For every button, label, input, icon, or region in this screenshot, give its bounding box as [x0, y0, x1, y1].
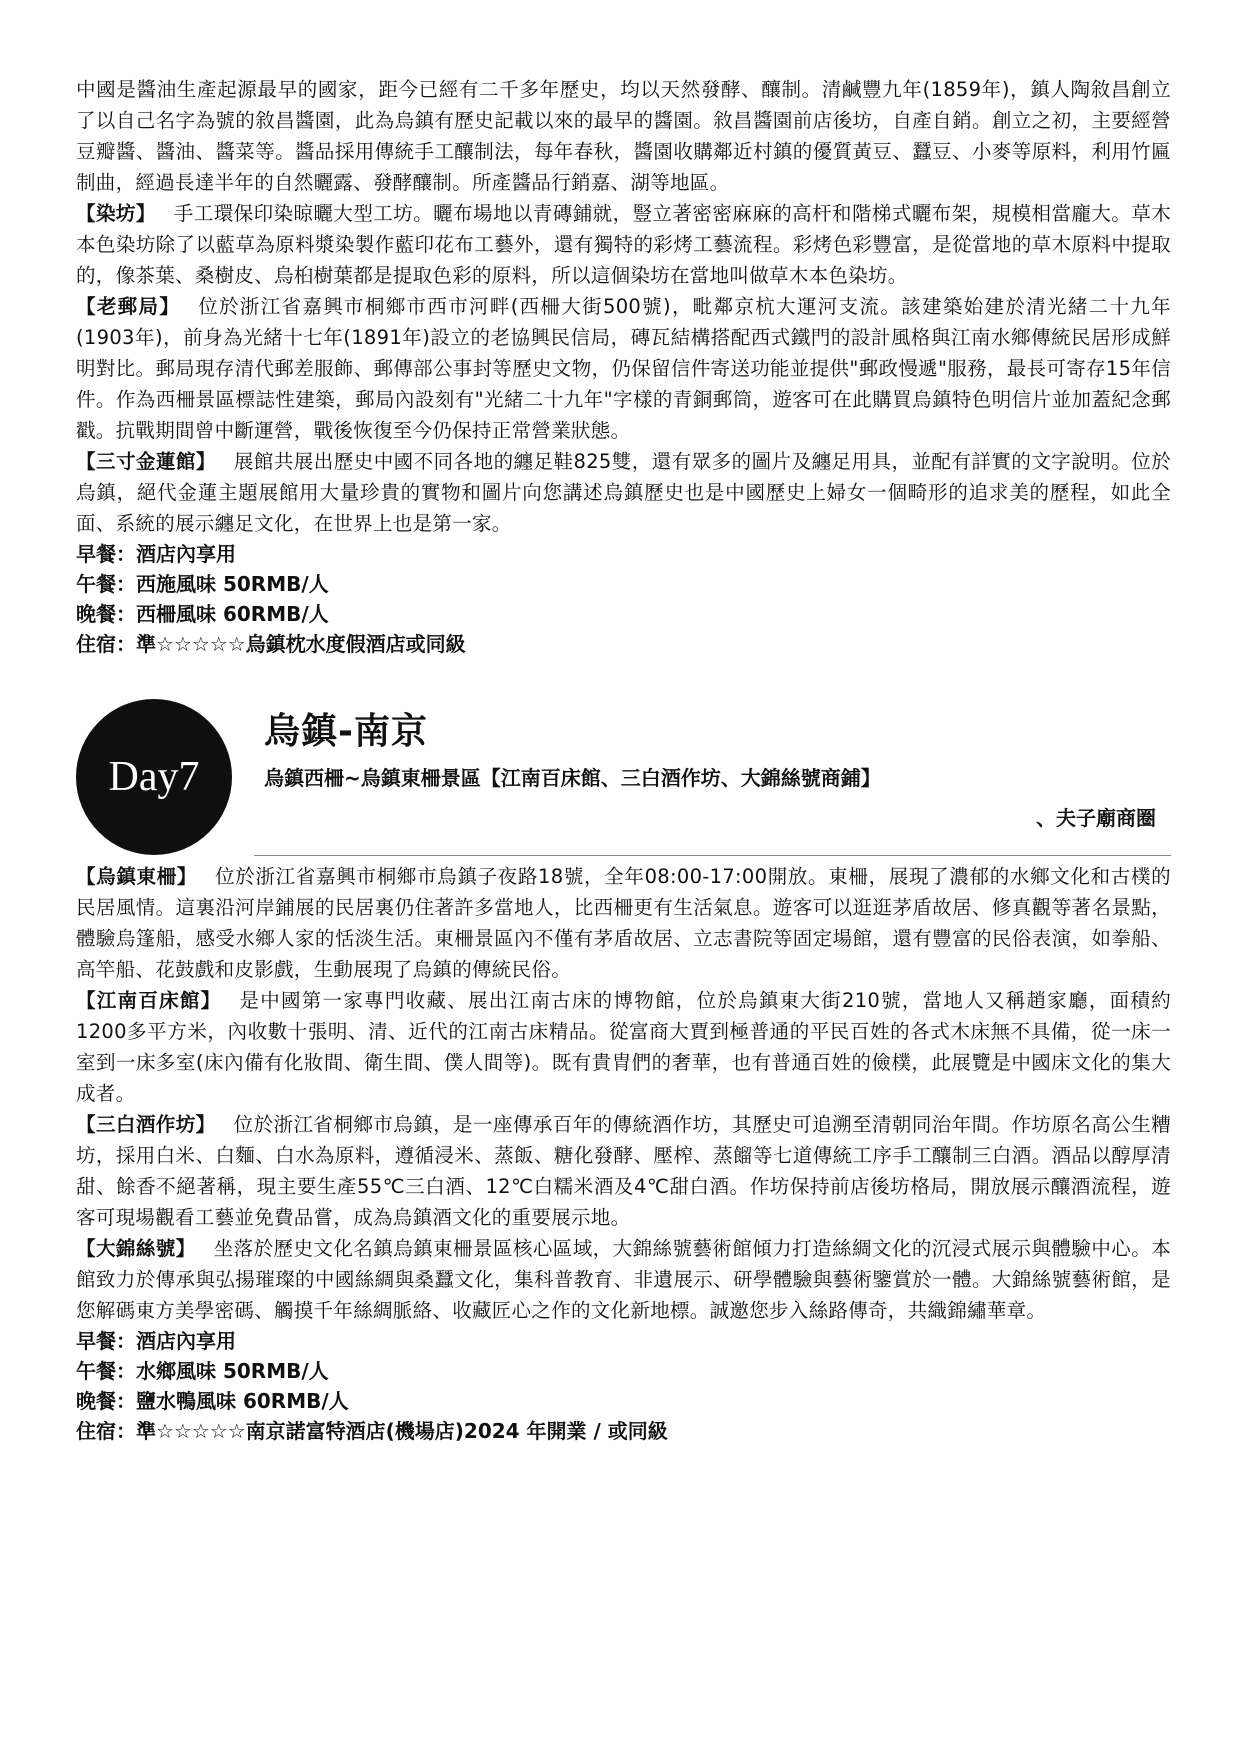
day7-hotel-line: 住宿：準☆☆☆☆☆南京諾富特酒店(機場店)2024 年開業 / 或同級: [76, 1419, 668, 1443]
dye-workshop-tag: 【染坊】: [76, 202, 156, 225]
sanbai-wine-paragraph: [76, 1109, 1171, 1233]
silk-house-text: 坐落於歷史文化名鎮烏鎮東柵景區核心區域，大錦絲號藝術館傾力打造絲綢文化的沉浸式展示與體驗中心。本館致力於傳承與弘揚璀璨的中國絲綢與桑蠶文化，集科普教育、非遺展示、研學體驗與藝術鑒賞於一體。大錦絲號藝術館，是您解碼東方美學密碼、觸摸千年絲綢脈絡、收藏匠心之作的文化新地標。誠邀您步入絲路傳奇，共織錦繡華章。: [76, 1237, 1171, 1322]
sanbai-wine-text: 位於浙江省桐鄉市烏鎮，是一座傳承百年的傳統酒作坊，其歷史可追溯至清朝同治年間。作坊原名高公生糟坊，採用白米、白麵、白水為原料，遵循浸米、蒸飯、糖化發酵、壓榨、蒸餾等七道傳統工序手工釀制三白酒。酒品以醇厚清甜、餘香不絕著稱，現主要生產55℃三白酒、12℃白糯米酒及4℃甜白酒。作坊保持前店後坊格局，開放展示釀酒流程，遊客可現場觀看工藝並免費品嘗，成為烏鎮酒文化的重要展示地。: [76, 1113, 1171, 1229]
bed-museum-paragraph: [76, 985, 1171, 1109]
dye-workshop-paragraph: [76, 198, 1171, 291]
post-office-text: 位於浙江省嘉興市桐鄉市西市河畔(西柵大街500號)，毗鄰京杭大運河支流。該建築始建於清光緒二十九年(1903年)，前身為光緒十七年(1891年)設立的老協興民信局，磚瓦結構搭配西式鐵門的設計風格與江南水鄉傳統民居形成鮮明對比。郵局現存清代郵差服飾、郵傳部公事封等歷史文物，仍保留信件寄送功能並提供"郵政慢遞"服務，最長可寄存15年信件。作為西柵景區標誌性建築，郵局內設刻有"光緒二十九年"字樣的青銅郵筒，遊客可在此購買烏鎮特色明信片並加蓋紀念郵戳。抗戰期間曾中斷運營，戰後恢復至今仍保持正常營業狀態。: [76, 295, 1171, 442]
silk-house-paragraph: [76, 1233, 1171, 1326]
post-office-tag: 【老郵局】: [76, 295, 181, 318]
dye-workshop-text: 手工環保印染晾曬大型工坊。曬布場地以青磚鋪就，豎立著密密麻麻的高杆和階梯式曬布架，規模相當龐大。草木本色染坊除了以藍草為原料漿染製作藍印花布工藝外，還有獨特的彩烤工藝流程。彩烤色彩豐富，是從當地的草木原料中提取的，像茶葉、桑樹皮、烏桕樹葉都是提取色彩的原料，所以這個染坊在當地叫做草木本色染坊。: [76, 202, 1171, 287]
golden-lotus-text: 展館共展出歷史中國不同各地的纏足鞋825雙，還有眾多的圖片及纏足用具，並配有詳實的文字說明。位於烏鎮，絕代金蓮主題展館用大量珍貴的實物和圖片向您講述烏鎮歷史也是中國歷史上婦女一個畸形的追求美的歷程，如此全面、系統的展示纏足文化，在世界上也是第一家。: [76, 450, 1171, 535]
silk-house-tag: 【大錦絲號】: [76, 1237, 196, 1260]
east-zha-paragraph: [76, 861, 1171, 985]
breakfast-line: 早餐：酒店內享用: [76, 542, 236, 566]
header-divider: [254, 855, 1171, 856]
sanbai-wine-tag: 【三白酒作坊】: [76, 1113, 216, 1136]
soy-sauce-paragraph: 中國是醬油生產起源最早的國家，距今已經有二千多年歷史，均以天然發酵、釀制。清鹹豐九年(1859年)，鎮人陶敘昌創立了以自己名字為號的敘昌醬園，此為烏鎮有歷史記載以來的最早的醬園。敘昌醬園前店後坊，自產自銷。創立之初，主要經營豆瓣醬、醬油、醬菜等。醬品採用傳統手工釀制法，每年春秋，醬園收購鄰近村鎮的優質黃豆、蠶豆、小麥等原料，利用竹匾制曲，經過長達半年的自然曬露、發酵釀制。所產醬品行銷嘉、湖等地區。: [76, 78, 1171, 194]
day7-lunch-line: 午餐：水鄉風味 50RMB/人: [76, 1359, 329, 1383]
day-badge: Day7: [76, 699, 232, 855]
golden-lotus-tag: 【三寸金蓮館】: [76, 450, 216, 473]
bed-museum-text: 是中國第一家專門收藏、展出江南古床的博物館，位於烏鎮東大街210號，當地人又稱趙家廳，面積約1200多平方米，內收數十張明、清、近代的江南古床精品。從富商大賈到極普通的平民百姓的各式木床無不具備，從一床一室到一床多室(床內備有化妝間、衛生間、僕人間等)。既有貴胄們的奢華，也有普通百姓的儉樸，此展覽是中國床文化的集大成者。: [76, 989, 1171, 1105]
golden-lotus-paragraph: [76, 446, 1171, 539]
dinner-line: 晚餐：西柵風味 60RMB/人: [76, 602, 329, 626]
lunch-line: 午餐：西施風味 50RMB/人: [76, 572, 329, 596]
day-route-continued: 、夫子廟商圈: [1036, 806, 1156, 830]
day7-dinner-line: 晚餐：鹽水鴨風味 60RMB/人: [76, 1389, 349, 1413]
itinerary-page: [76, 74, 1171, 1446]
day7-breakfast-line: 早餐：酒店內享用: [76, 1329, 236, 1353]
east-zha-text: 位於浙江省嘉興市桐鄉市烏鎮子夜路18號，全年08:00-17:00開放。東柵，展現了濃郁的水鄉文化和古樸的民居風情。這裏沿河岸鋪展的民居裏仍住著許多當地人，比西柵更有生活氣息。遊客可以逛逛茅盾故居、修真觀等著名景點，體驗烏篷船，感受水鄉人家的恬淡生活。東柵景區內不僅有茅盾故居、立志書院等固定場館，還有豐富的民俗表演，如拳船、高竿船、花鼓戲和皮影戲，生動展現了烏鎮的傳統民俗。: [76, 865, 1171, 981]
day-route: 烏鎮西柵~烏鎮東柵景區【江南百床館、三白酒作坊、大錦絲號商鋪】: [264, 766, 881, 790]
post-office-paragraph: [76, 291, 1171, 446]
day-title: 烏鎮-南京: [264, 711, 428, 752]
east-zha-tag: 【烏鎮東柵】: [76, 865, 198, 888]
day7-header: [76, 679, 1171, 839]
bed-museum-tag: 【江南百床館】: [76, 989, 222, 1012]
hotel-line: 住宿：準☆☆☆☆☆烏鎮枕水度假酒店或同級: [76, 632, 466, 656]
